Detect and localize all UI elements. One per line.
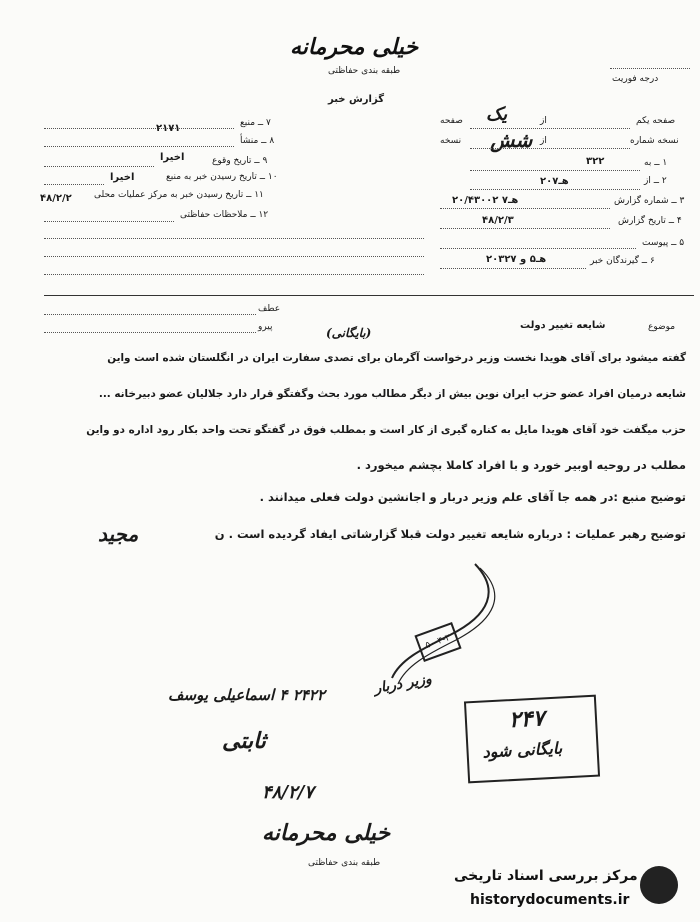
field-value: اخیرا [160,152,185,163]
field-value: ۳۲۲ [586,156,605,167]
field-label: ۹ ــ تاریخ وقوع [212,156,268,166]
subject-label: موضوع [648,322,676,332]
archive-box [464,695,600,784]
handwritten-signature: ثابتی [222,728,266,754]
report-title: گزارش خبر [328,94,385,105]
archive-box-label: بایگانی شود [482,738,563,762]
body-line-4: مطلب در روحیه اوبیر خورد و با افراد کاملا بچشم میخورد . [356,458,686,472]
field-label: ۴ ــ تاریخ گزارش [618,216,682,226]
field-value: ۲۱۷۱ [156,123,181,134]
field-label: ۸ ــ منشأ [240,136,275,146]
handwritten-note: (بایگانی) [326,326,372,340]
handwritten-names: ۲۴۲۲ ۴ اسماعیلی یوسف [168,686,325,704]
body-line-2: شایعه درمیان افراد عضو حزب ایران نوین بیش از دیگر مطالب مورد بحث وگفتگو قرار دارد جلالیان عضو دبیرخانه ... [98,388,686,400]
field-value: ۲۰هـ۷ [540,176,569,187]
field-label: ۱ ــ به [644,158,668,168]
page-suffix: صفحه [440,116,463,126]
priority-label: درجه فوریت [612,74,659,84]
copy-suffix: نسخه [440,136,462,146]
source-note: توضیح منبع :در همه جا آقای علم وزیر دربار و اجانشین دولت فعلی میدانند . [259,490,686,504]
archive-box-number: ۲۴۷ [508,705,546,734]
page-value: یک [486,104,508,125]
subject-text: شایعه تغییر دولت [520,320,606,331]
field-label: ۱۱ ــ تاریخ رسیدن خبر به مرکز عملیات محلی [94,190,264,200]
handwritten-date: ۴۸/۲/۷ [262,782,314,803]
bottom-classification-stamp: خیلی محرمانه [262,820,391,846]
body-line-1: گفته میشود برای آقای هویدا نخست وزیر درخواست آگرمان برای تصدی سفارت ایران در انگلستان شده است واین [107,352,686,364]
field-label: ۷ ــ منبع [240,118,271,128]
body-line-3: حزب میگفت خود آقای هویدا مایل به کناره گیری از کار است و بمطلب فوق در گفتگو تحت واحد بکار رود اداره دو واین [86,424,686,436]
watermark-title: مرکز بررسی اسناد تاریخی [454,868,638,884]
field-label: ۳ ــ شماره گزارش [614,196,685,206]
field-label: ۱۰ ــ تاریخ رسیدن خبر به منبع [166,172,278,182]
field-label: ۱۲ ــ ملاحظات حفاظتی [180,210,269,220]
watermark-logo-icon [640,866,678,904]
copy-of: از [540,136,547,146]
leader-signature: مجید [98,522,139,546]
bottom-classification-sub: طبقه بندی حفاظتی [308,858,381,868]
peiro-label: پیرو [258,322,273,332]
watermark-url: historydocuments.ir [470,892,630,908]
leader-note: توضیح رهبر عملیات : درباره شایعه تغییر دولت قبلا گزارشاتی ایفاد گردیده است . ن [214,527,686,541]
pen-stroke-decoration [380,560,540,690]
top-classification-stamp: خیلی محرمانه [290,34,419,60]
field-value: ۴۸/۲/۳ [482,215,514,226]
field-value: ۲۰/۴۳۰۰۲ هـ۷ [452,195,519,206]
field-value: ۴۸/۲/۲ [40,193,72,204]
rotated-seal: ۵۰-۳-۳ [414,622,461,662]
field-label: ۶ ــ گیرندگان خبر [590,256,655,266]
copy-value: شش [490,128,533,152]
copy-label: نسخه شماره [630,136,679,146]
page-label: صفحه یکم [636,116,676,126]
top-classification-sub: طبقه بندی حفاظتی [328,66,401,76]
handwritten-vizier: وزیر دربار [373,671,433,697]
field-label: ۵ ــ پیوست [642,238,685,248]
page-of: از [540,116,547,126]
atf-label: عطف [258,304,281,314]
field-label: ۲ ــ از [644,176,667,186]
field-value: اخیرا [110,172,135,183]
field-value: ۲۰هـ۵ و ۳۲۷ [486,254,547,265]
